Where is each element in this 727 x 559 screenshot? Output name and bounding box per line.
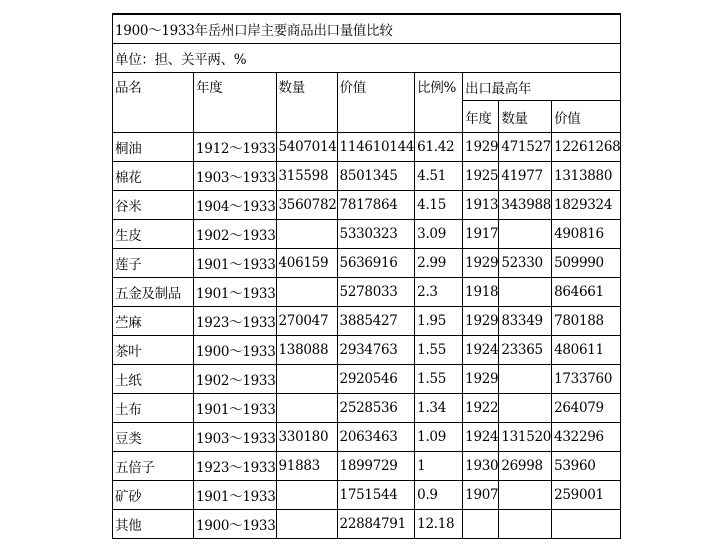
cell-years: 1903～1933 [194, 423, 277, 452]
cell-name: 桐油 [113, 133, 194, 162]
cell-value: 2934763 [337, 336, 415, 365]
cell-qty: 5407014 [276, 133, 337, 162]
cell-years: 1900～1933 [194, 510, 277, 539]
table-row [113, 423, 621, 452]
cell-peak-value [552, 510, 621, 539]
cell-ratio: 4.15 [415, 191, 463, 220]
cell-peak-qty: 41977 [499, 162, 552, 191]
cell-peak-qty [499, 394, 552, 423]
table-row [113, 249, 621, 278]
cell-peak-value: 1313880 [552, 162, 621, 191]
cell-name: 其他 [113, 510, 194, 539]
cell-peak-value: 509990 [552, 249, 621, 278]
cell-name: 棉花 [113, 162, 194, 191]
cell-qty [276, 278, 337, 307]
cell-peak-value: 53960 [552, 452, 621, 481]
header-name: 品名 [113, 73, 194, 133]
header-peak-group: 出口最高年 [463, 73, 621, 101]
cell-value: 2920546 [337, 365, 415, 394]
cell-value: 7817864 [337, 191, 415, 220]
cell-ratio: 0.9 [415, 481, 463, 510]
cell-name: 土布 [113, 394, 194, 423]
cell-ratio: 4.51 [415, 162, 463, 191]
cell-peak-qty: 471527 [499, 133, 552, 162]
cell-years: 1923～1933 [194, 307, 277, 336]
cell-peak-value: 490816 [552, 220, 621, 249]
cell-ratio: 1.55 [415, 336, 463, 365]
cell-peak-value: 780188 [552, 307, 621, 336]
cell-peak-value: 264079 [552, 394, 621, 423]
cell-peak-qty [499, 365, 552, 394]
header-ratio: 比例% [415, 73, 463, 133]
cell-ratio: 1 [415, 452, 463, 481]
cell-ratio: 12.18 [415, 510, 463, 539]
cell-peak-value: 12261268 [552, 133, 621, 162]
cell-qty: 315598 [276, 162, 337, 191]
table-row [113, 481, 621, 510]
cell-name: 茶叶 [113, 336, 194, 365]
cell-peak-year: 1917 [463, 220, 499, 249]
cell-years: 1912～1933 [194, 133, 277, 162]
cell-value: 5330323 [337, 220, 415, 249]
cell-name: 土纸 [113, 365, 194, 394]
cell-value: 1899729 [337, 452, 415, 481]
cell-ratio: 1.09 [415, 423, 463, 452]
cell-peak-year: 1929 [463, 365, 499, 394]
cell-years: 1901～1933 [194, 394, 277, 423]
cell-name: 五金及制品 [113, 278, 194, 307]
cell-peak-year: 1907 [463, 481, 499, 510]
table-row [113, 162, 621, 191]
cell-ratio: 1.95 [415, 307, 463, 336]
table-title: 1900～1933年岳州口岸主要商品出口量值比较 [113, 14, 621, 44]
header-peak-year: 年度 [463, 101, 499, 133]
cell-peak-qty [499, 278, 552, 307]
table-row [113, 452, 621, 481]
cell-peak-qty: 83349 [499, 307, 552, 336]
cell-peak-year [463, 510, 499, 539]
table-row [113, 191, 621, 220]
cell-qty [276, 481, 337, 510]
cell-peak-year: 1913 [463, 191, 499, 220]
cell-qty: 270047 [276, 307, 337, 336]
cell-years: 1901～1933 [194, 278, 277, 307]
cell-peak-year: 1922 [463, 394, 499, 423]
cell-years: 1901～1933 [194, 249, 277, 278]
header-qty: 数量 [276, 73, 337, 133]
cell-value: 3885427 [337, 307, 415, 336]
table-row [113, 220, 621, 249]
cell-peak-value: 480611 [552, 336, 621, 365]
cell-qty: 3560782 [276, 191, 337, 220]
cell-qty: 406159 [276, 249, 337, 278]
table-row [113, 278, 621, 307]
header-peak-value: 价值 [552, 101, 621, 133]
cell-ratio: 61.42 [415, 133, 463, 162]
cell-qty: 91883 [276, 452, 337, 481]
cell-peak-qty [499, 510, 552, 539]
cell-peak-qty [499, 220, 552, 249]
cell-qty [276, 394, 337, 423]
cell-ratio: 2.99 [415, 249, 463, 278]
cell-name: 矿砂 [113, 481, 194, 510]
cell-name: 生皮 [113, 220, 194, 249]
cell-ratio: 1.34 [415, 394, 463, 423]
cell-name: 五倍子 [113, 452, 194, 481]
cell-peak-qty: 23365 [499, 336, 552, 365]
cell-years: 1901～1933 [194, 481, 277, 510]
cell-name: 谷米 [113, 191, 194, 220]
cell-value: 114610144 [337, 133, 415, 162]
cell-peak-qty: 131520 [499, 423, 552, 452]
cell-peak-qty: 52330 [499, 249, 552, 278]
unit-note: 单位：担、关平两、% [113, 44, 621, 73]
cell-qty [276, 220, 337, 249]
cell-years: 1903～1933 [194, 162, 277, 191]
cell-name: 豆类 [113, 423, 194, 452]
cell-value: 5278033 [337, 278, 415, 307]
cell-value: 2528536 [337, 394, 415, 423]
cell-peak-value: 259001 [552, 481, 621, 510]
cell-peak-value: 1829324 [552, 191, 621, 220]
cell-peak-qty: 26998 [499, 452, 552, 481]
cell-years: 1902～1933 [194, 365, 277, 394]
header-value: 价值 [337, 73, 415, 133]
table-row [113, 394, 621, 423]
cell-peak-year: 1929 [463, 307, 499, 336]
cell-qty [276, 365, 337, 394]
cell-years: 1904～1933 [194, 191, 277, 220]
cell-value: 22884791 [337, 510, 415, 539]
cell-peak-year: 1924 [463, 423, 499, 452]
cell-years: 1902～1933 [194, 220, 277, 249]
table-row [113, 336, 621, 365]
cell-qty: 330180 [276, 423, 337, 452]
cell-value: 2063463 [337, 423, 415, 452]
cell-peak-qty: 343988 [499, 191, 552, 220]
cell-value: 1751544 [337, 481, 415, 510]
cell-peak-year: 1929 [463, 133, 499, 162]
cell-qty: 138088 [276, 336, 337, 365]
cell-peak-qty [499, 481, 552, 510]
cell-peak-year: 1929 [463, 249, 499, 278]
cell-name: 莲子 [113, 249, 194, 278]
cell-peak-value: 432296 [552, 423, 621, 452]
cell-value: 5636916 [337, 249, 415, 278]
table-row [113, 307, 621, 336]
cell-peak-year: 1918 [463, 278, 499, 307]
table-row [113, 133, 621, 162]
header-peak-qty: 数量 [499, 101, 552, 133]
cell-peak-year: 1930 [463, 452, 499, 481]
cell-qty [276, 510, 337, 539]
header-years: 年度 [194, 73, 277, 133]
cell-years: 1900～1933 [194, 336, 277, 365]
table-row [113, 365, 621, 394]
cell-peak-year: 1924 [463, 336, 499, 365]
cell-name: 苎麻 [113, 307, 194, 336]
export-comparison-table [112, 13, 621, 539]
cell-peak-value: 864661 [552, 278, 621, 307]
cell-ratio: 3.09 [415, 220, 463, 249]
cell-peak-year: 1925 [463, 162, 499, 191]
cell-years: 1923～1933 [194, 452, 277, 481]
cell-peak-value: 1733760 [552, 365, 621, 394]
cell-value: 8501345 [337, 162, 415, 191]
cell-ratio: 1.55 [415, 365, 463, 394]
cell-ratio: 2.3 [415, 278, 463, 307]
table-row [113, 510, 621, 539]
